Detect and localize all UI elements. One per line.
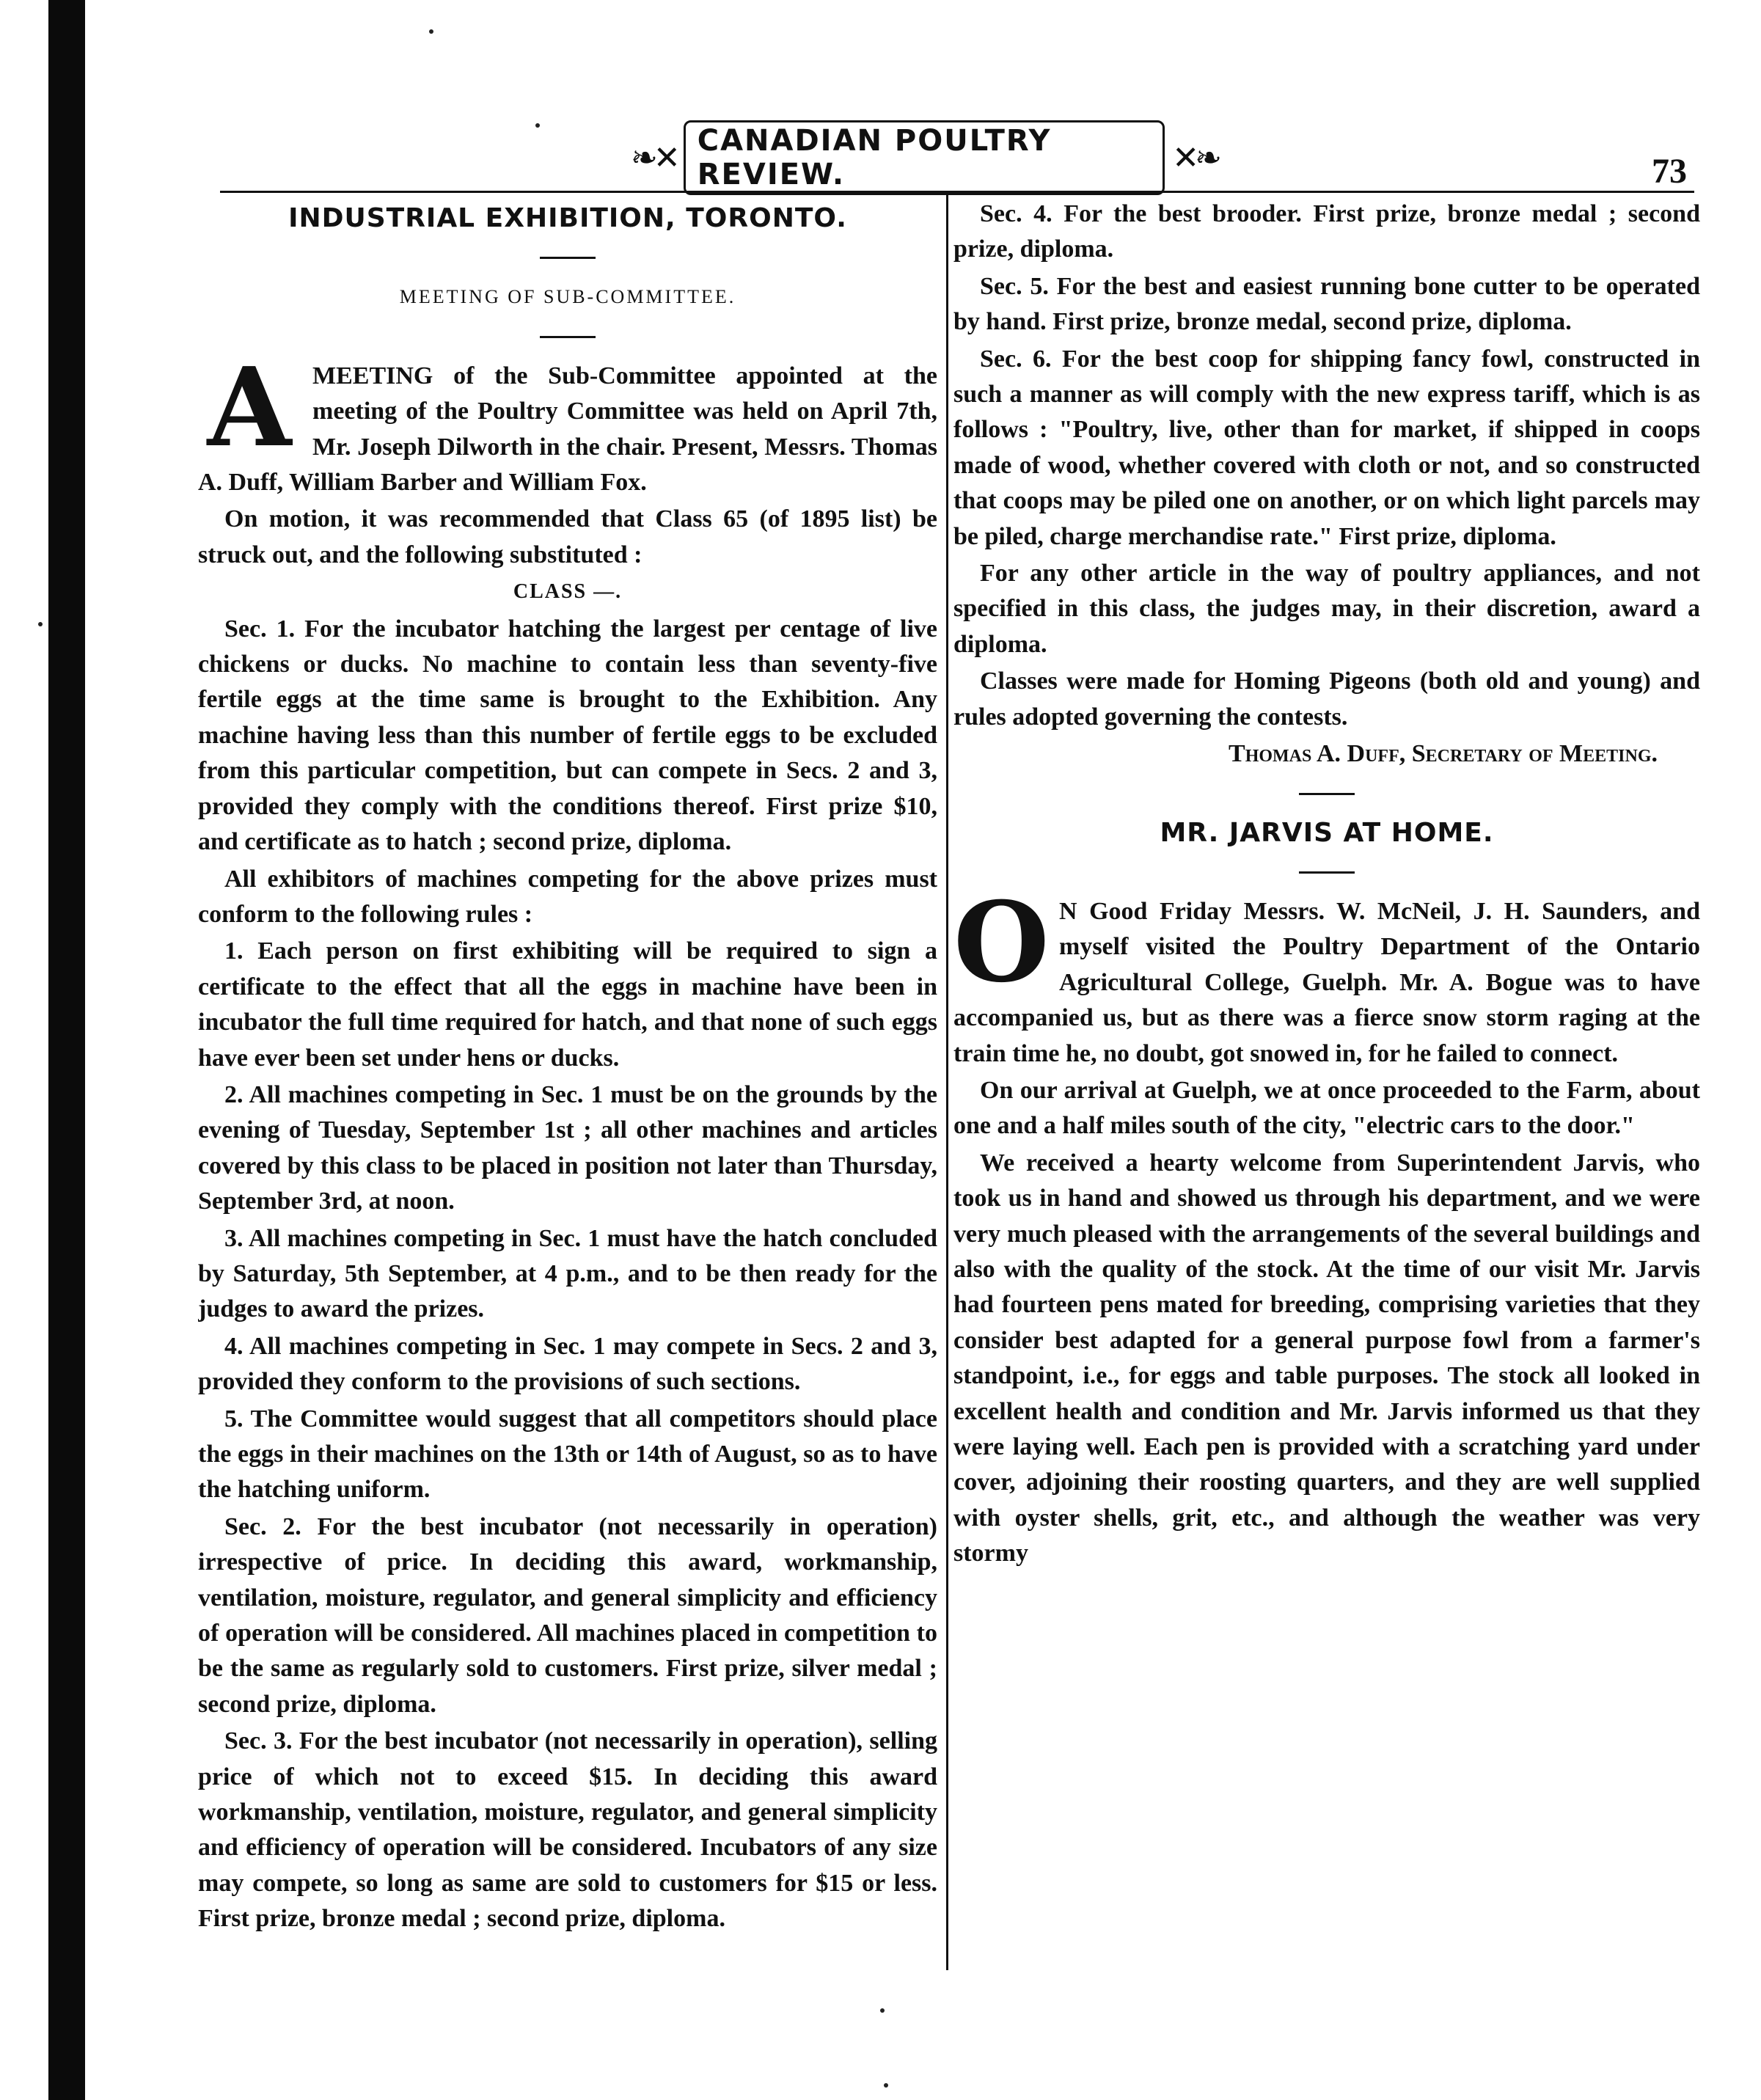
signature: Thomas A. Duff, Secretary of Meeting.: [1229, 740, 1658, 768]
ornament-right-icon: ✕❧: [1172, 139, 1218, 176]
rule-item: 1. Each person on first exhibiting will be required to sign a certificate to the effect that all the eggs in machine have been in incubator the full time required for hatch, and that none of such eggs have ever been set under hens or ducks.: [198, 937, 937, 1072]
paragraph-text: of the Sub-Committee appointed at the meeting of the Poultry Committee was held on April 7th, Mr. Joseph Dilworth in the chair. Present, Messrs. Thomas A. Duff, William Barber and William Fox.: [198, 362, 937, 497]
right-column: [953, 197, 1700, 1972]
class-label: CLASS —.: [513, 580, 623, 604]
binding-edge: [48, 0, 85, 2100]
section-rule: [540, 336, 596, 338]
ink-speck: [535, 123, 540, 128]
rule-item: 3. All machines competing in Sec. 1 must have the hatch concluded by Saturday, 5th September, at 4 p.m., and to be then ready for the judges to award the prizes.: [198, 1224, 937, 1323]
page-number: 73: [1652, 152, 1687, 191]
rule-item: 4. All machines competing in Sec. 1 may compete in Secs. 2 and 3, provided they conform to the provisions of such sections.: [198, 1332, 937, 1396]
ink-speck: [38, 622, 43, 626]
paragraph: For any other article in the way of poultry appliances, and not specified in this class, the judges may, in their discretion, award a diploma.: [953, 560, 1700, 658]
paragraph: Sec. 1. For the incubator hatching the largest per centage of live chickens or ducks. No machine to contain less than seventy-five fertile eggs at the time same is brought to the Exhibition. Any machine having less than this number of fertile eggs to be excluded from this particular competition, but can compete in Secs. 2 and 3, provided they comply with the conditions thereof. First prize $10, and certificate as to hatch ; second prize, diploma.: [198, 615, 937, 856]
paragraph: Sec. 6. For the best coop for shipping fancy fowl, constructed in such a manner as will comply with the new express tariff, which is as follows : "Poultry, live, other than for market, if shipped in coops made of wood, whether covered with cloth or not, and so constructed that coops may be piled one on another, or on which light parcels may be piled, charge merchandise rate." First prize, diploma.: [953, 345, 1700, 550]
paragraph: [198, 343, 937, 501]
ink-speck: [880, 2008, 885, 2013]
paragraph: On motion, it was recommended that Class 65 (of 1895 list) be struck out, and the following substituted :: [198, 505, 937, 568]
paragraph: Sec. 4. For the best brooder. First prize, bronze medal ; second prize, diploma.: [953, 200, 1700, 263]
ornament-left-icon: ❧✕: [631, 139, 676, 176]
paragraph: [953, 877, 1700, 1072]
section-rule: [540, 257, 596, 259]
article-heading: INDUSTRIAL EXHIBITION, TORONTO.: [288, 203, 847, 233]
section-rule: [1299, 793, 1355, 795]
lead-word: MEETING: [312, 362, 433, 389]
left-column: [198, 197, 937, 1972]
masthead: [631, 124, 1218, 191]
paragraph-text: Good Friday Messrs. W. McNeil, J. H. Saunders, and myself visited the Poultry Department of the Ontario Agricultural College, Guelph. Mr. A. Bogue was to have accompanied us, but as there was a fierce snow storm raging at the train time he, no doubt, got snowed in, for he failed to connect.: [953, 897, 1700, 1067]
paragraph: On our arrival at Guelph, we at once proceeded to the Farm, about one and a half miles south of the city, "electric cars to the door.": [953, 1076, 1700, 1140]
paragraph: We received a hearty welcome from Superintendent Jarvis, who took us in hand and showed us through his department, and we were very much pleased with the arrangements of the several buildings and also with the quality of the stock. At the time of our visit Mr. Jarvis had fourteen pens mated for breeding, comprising varieties that they consider best adapted for a general purpose fowl from a farmer's standpoint, i.e., for eggs and table purposes. The stock all looked in excellent health and condition and Mr. Jarvis informed us that they were laying well. Each pen is provided with a scratching yard under cover, adjoining their roosting quarters, and they are well supplied with oyster shells, grit, etc., and although the weather was very stormy: [953, 1149, 1700, 1567]
section-rule: [1299, 871, 1355, 874]
ink-speck: [429, 29, 433, 34]
header-rule: [220, 191, 1694, 193]
lead-word: N: [1059, 897, 1077, 925]
paragraph: Sec. 3. For the best incubator (not necessarily in operation), selling price of which not to exceed $15. In deciding this award workmanship, ventilation, moisture, regulator, and general simplicity and efficiency of operation will be considered. Incubators of any size may compete, so long as same are sold to customers for $15 or less. First prize, bronze medal ; second prize, diploma.: [198, 1727, 937, 1933]
article-heading: MR. JARVIS AT HOME.: [1160, 817, 1494, 848]
column-divider: [946, 195, 948, 1970]
paragraph: Classes were made for Homing Pigeons (both old and young) and rules adopted governing the contests.: [953, 667, 1700, 731]
ink-speck: [884, 2083, 888, 2088]
paragraph: Sec. 5. For the best and easiest running bone cutter to be operated by hand. First prize, bronze medal, second prize, diploma.: [953, 272, 1700, 336]
rule-item: 2. All machines competing in Sec. 1 must be on the grounds by the evening of Tuesday, September 1st ; all other machines and articles covered by this class to be placed in position not later than Thursday, September 3rd, at noon.: [198, 1080, 937, 1215]
drop-cap-o: O: [953, 877, 1050, 1007]
drop-cap-a: A: [207, 343, 292, 471]
rule-item: 5. The Committee would suggest that all competitors should place the eggs in their machines on the 13th or 14th of August, so as to have the hatching uniform.: [198, 1405, 937, 1504]
paragraph: Sec. 2. For the best incubator (not necessarily in operation) irrespective of price. In deciding this award, workmanship, ventilation, moisture, regulator, and general simplicity and efficiency of operation will be considered. All machines placed in competition to be the same as regularly sold to customers. First prize, silver medal ; second prize, diploma.: [198, 1512, 937, 1718]
article-subheading: MEETING OF SUB-COMMITTEE.: [399, 286, 736, 308]
paragraph: All exhibitors of machines competing for the above prizes must conform to the following rules :: [198, 865, 937, 928]
publication-title: CANADIAN POULTRY REVIEW.: [684, 120, 1165, 195]
